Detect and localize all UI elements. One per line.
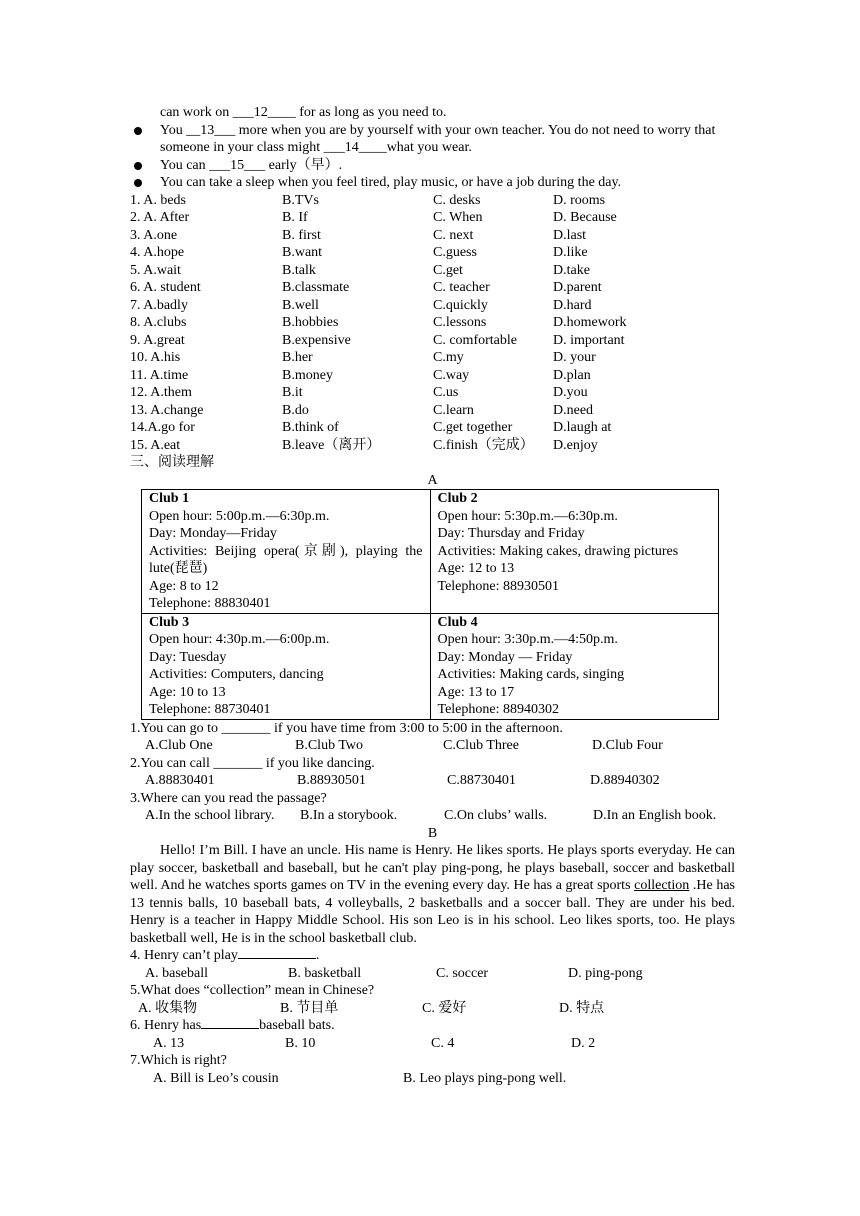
club-age: Age: 12 to 13 <box>437 561 515 576</box>
club-day: Day: Thursday and Friday <box>437 526 585 541</box>
option: C.On clubs’ walls. <box>444 808 548 823</box>
option: B. If <box>282 210 308 225</box>
club-telephone: Telephone: 88830401 <box>149 596 271 611</box>
club-age: Age: 13 to 17 <box>437 684 515 700</box>
option: B.TVs <box>282 192 319 208</box>
option: D. 特点 <box>559 1000 605 1016</box>
club-name: Club 3 <box>149 614 190 630</box>
option-row <box>130 314 735 332</box>
option: 4. A.hope <box>130 245 185 260</box>
option: D.you <box>553 385 588 400</box>
option: D. rooms <box>553 192 606 208</box>
option: C. next <box>433 227 474 243</box>
club-activities: Activities: Beijing opera(京剧), playing the lute(琵琶) <box>149 543 423 576</box>
option: D.need <box>553 402 594 418</box>
option: B. 10 <box>285 1035 316 1051</box>
option: C. comfortable <box>433 332 517 348</box>
club-name: Club 4 <box>437 614 478 630</box>
option: B.well <box>282 297 319 313</box>
option: A. 13 <box>153 1035 185 1051</box>
option: 1. A. beds <box>130 192 186 208</box>
club-day: Day: Tuesday <box>149 649 227 665</box>
club-hour: Open hour: 3:30p.m.—4:50p.m. <box>437 632 618 647</box>
option: 6. A. student <box>130 280 201 295</box>
question-options <box>130 737 735 755</box>
club-activities: Activities: Computers, dancing <box>149 667 324 682</box>
question: 5.What does “collection” mean in Chinese? <box>130 983 375 998</box>
bullet-dot-icon <box>134 127 142 135</box>
option: 5. A.wait <box>130 262 181 278</box>
option: C.Club Three <box>443 738 519 753</box>
clubs-table <box>141 489 719 720</box>
club-cell <box>430 613 719 719</box>
option: B.it <box>282 385 303 400</box>
bullet-dot-icon <box>134 179 142 187</box>
option: A.Club One <box>145 738 213 753</box>
club-cell <box>142 490 431 614</box>
option: A. 收集物 <box>138 1000 198 1016</box>
question: 1.You can go to _______ if you have time from 3:00 to 5:00 in the afternoon. <box>130 720 563 736</box>
option: D.parent <box>553 280 602 295</box>
option: C. When <box>433 210 483 225</box>
option: B.hobbies <box>282 315 339 330</box>
question: 4. Henry can’t play . <box>130 948 320 963</box>
question-options <box>130 1070 735 1088</box>
club-day: Day: Monday—Friday <box>149 526 277 541</box>
option: 12. A.them <box>130 385 192 400</box>
option: 15. A.eat <box>130 437 181 453</box>
option-row <box>130 244 735 262</box>
option-row <box>130 279 735 297</box>
option: D.plan <box>553 367 591 383</box>
option-row <box>130 262 735 280</box>
option-row <box>130 297 735 315</box>
option: B.do <box>282 402 309 418</box>
option: D. ping-pong <box>568 965 643 981</box>
option-row <box>130 419 735 437</box>
question-options <box>130 1000 735 1018</box>
option: A. Bill is Leo’s cousin <box>153 1070 279 1086</box>
option: C. teacher <box>433 280 490 295</box>
option: B.leave（离开） <box>282 437 381 453</box>
option-row <box>130 402 735 420</box>
option: D.In an English book. <box>593 808 717 823</box>
option-row <box>130 437 735 455</box>
answer-blank <box>238 958 316 959</box>
option: 9. A.great <box>130 332 185 348</box>
option: B. first <box>282 227 321 243</box>
cloze-line: can work on ___12____ for as long as you need to. <box>160 105 447 120</box>
option: B.expensive <box>282 332 351 348</box>
option: 8. A.clubs <box>130 315 187 330</box>
bullet-item: You can take a sleep when you feel tired, play music, or have a job during the day. <box>130 174 735 192</box>
option: 3. A.one <box>130 227 178 243</box>
option: C.guess <box>433 245 477 260</box>
passage-a-label: A <box>427 472 438 488</box>
question: 6. Henry has baseball bats. <box>130 1018 335 1033</box>
option: A.88830401 <box>145 773 215 788</box>
option: D.take <box>553 262 590 278</box>
club-age: Age: 10 to 13 <box>149 684 226 700</box>
option: 11. A.time <box>130 367 189 383</box>
option: C.learn <box>433 402 474 418</box>
option-row <box>130 367 735 385</box>
underlined-word: collection <box>634 878 690 893</box>
question-options <box>130 807 735 825</box>
option: B.88930501 <box>297 773 366 788</box>
passage-b-text: Hello! I’m Bill. I have an uncle. His name is Henry. He likes sports. He plays sports everyday. He can play soccer, basketball and baseball, but he can't play ping-pong, he plays baseball, soccer and basketball well. And he watches sports games on TV in the evening every day. He has a great sports collection .He has 13 tennis balls, 10 baseball bats, 4 volleyballs, 2 basketballs and a soccer ball. They are under his bed. Henry is a teacher in Happy Middle School. His son Leo is in his school. Leo likes sports, too. He plays basketball well, He is in the school basketball club. <box>130 843 735 946</box>
option: C.way <box>433 367 470 383</box>
club-cell <box>142 613 431 719</box>
option: D.laugh at <box>553 420 612 435</box>
option: 14.A.go for <box>130 420 195 435</box>
option: 7. A.badly <box>130 297 188 313</box>
question: 7.Which is right? <box>130 1053 227 1068</box>
option: D.enjoy <box>553 437 598 453</box>
option: A. baseball <box>145 965 208 981</box>
option: C. 爱好 <box>422 1000 467 1016</box>
option: D. 2 <box>571 1035 596 1051</box>
option: C.get <box>433 262 463 278</box>
option: C. 4 <box>431 1035 455 1051</box>
option: B.classmate <box>282 280 350 295</box>
option: B.want <box>282 245 323 260</box>
club-activities: Activities: Making cards, singing <box>437 667 625 682</box>
option: 2. A. After <box>130 210 190 225</box>
cloze-options <box>130 192 735 455</box>
club-age: Age: 8 to 12 <box>149 578 219 594</box>
bullet-item: You __13___ more when you are by yourself with your own teacher. You do not need to worry that someone in your class might ___14____what you wear. <box>130 122 735 157</box>
option: 13. A.change <box>130 402 204 418</box>
option: B. Leo plays ping-pong well. <box>403 1070 567 1086</box>
club-activities: Activities: Making cakes, drawing pictures <box>437 543 679 559</box>
option: C.lessons <box>433 315 487 330</box>
option: D.hard <box>553 297 592 313</box>
document-page <box>130 104 735 1087</box>
section-title: 三、阅读理解 <box>130 455 214 470</box>
option: B. basketball <box>288 965 362 981</box>
option: B.talk <box>282 262 316 278</box>
club-name: Club 2 <box>437 491 478 506</box>
option: C.my <box>433 350 464 365</box>
option: D.like <box>553 245 588 260</box>
club-hour: Open hour: 4:30p.m.—6:00p.m. <box>149 632 330 647</box>
option: C.us <box>433 385 459 400</box>
option: B.money <box>282 367 333 383</box>
option: A.In the school library. <box>145 808 275 823</box>
club-day: Day: Monday — Friday <box>437 649 573 665</box>
question-options <box>130 965 735 983</box>
club-telephone: Telephone: 88940302 <box>437 702 559 717</box>
option: B.think of <box>282 420 339 435</box>
club-telephone: Telephone: 88930501 <box>437 578 559 594</box>
option: B.her <box>282 350 313 365</box>
option: C.quickly <box>433 297 488 313</box>
option-row <box>130 349 735 367</box>
option: 10. A.his <box>130 350 181 365</box>
option: B.Club Two <box>295 738 363 753</box>
option: C. soccer <box>436 965 489 981</box>
answer-blank <box>201 1028 259 1029</box>
option-row <box>130 192 735 210</box>
option-row <box>130 227 735 245</box>
club-cell <box>430 490 719 614</box>
club-hour: Open hour: 5:00p.m.—6:30p.m. <box>149 508 330 524</box>
option: D.last <box>553 227 587 243</box>
option: C.get together <box>433 420 513 435</box>
option: D.88940302 <box>590 773 660 788</box>
option: D. your <box>553 350 596 365</box>
option: D. Because <box>553 210 617 225</box>
option: C.finish（完成） <box>433 437 534 453</box>
club-name: Club 1 <box>149 491 190 506</box>
passage-b-label: B <box>427 825 438 841</box>
question: 3.Where can you read the passage? <box>130 790 327 806</box>
bullet-dot-icon <box>134 162 142 170</box>
question: 2.You can call _______ if you like dancing. <box>130 755 375 771</box>
question-options <box>130 1035 735 1053</box>
option: C.88730401 <box>447 773 516 788</box>
option: B. 节目单 <box>280 1000 339 1016</box>
club-hour: Open hour: 5:30p.m.—6:30p.m. <box>437 508 618 524</box>
option: D. important <box>553 332 625 348</box>
option: B.In a storybook. <box>300 808 398 823</box>
option: D.Club Four <box>592 738 663 753</box>
option-row <box>130 332 735 350</box>
option-row <box>130 384 735 402</box>
option: C. desks <box>433 192 481 208</box>
bullet-item: You can ___15___ early（早）. <box>130 157 735 175</box>
option: D.homework <box>553 315 627 330</box>
question-options <box>130 772 735 790</box>
option-row <box>130 209 735 227</box>
club-telephone: Telephone: 88730401 <box>149 702 271 717</box>
